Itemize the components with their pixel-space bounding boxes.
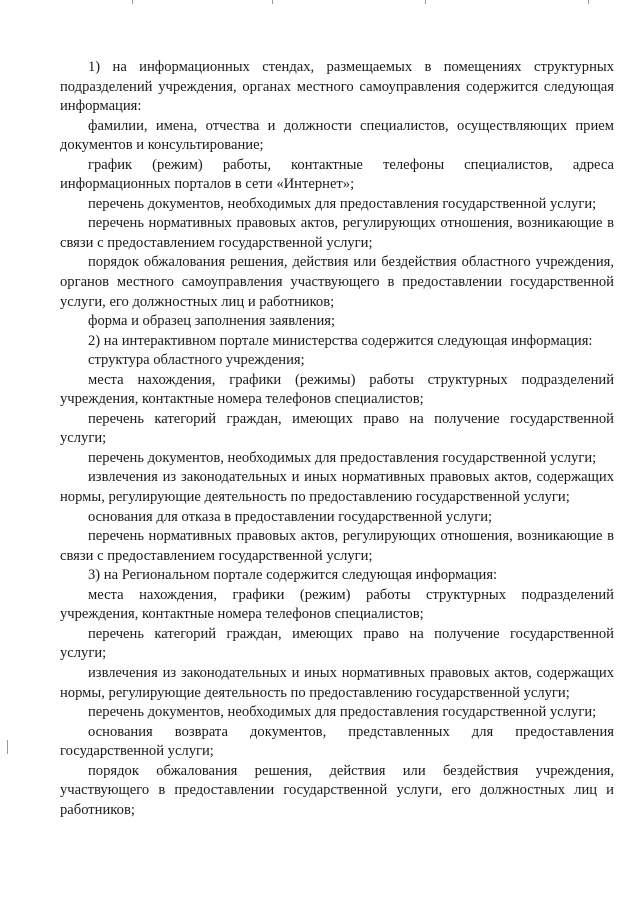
paragraph: перечень нормативных правовых актов, регулирующих отношения, возникающие в связи с предоставлением государственной услуги; <box>60 215 614 251</box>
body-text <box>60 58 614 820</box>
paragraph: основания возврата документов, представленных для предоставления государственной услуги; <box>60 723 614 760</box>
paragraph: перечень документов, необходимых для предоставления государственной услуги; <box>88 704 597 721</box>
paragraph: график (режим) работы, контактные телефоны специалистов, адреса информационных порталов в сети «Интернет»; <box>60 156 614 193</box>
scan-artifact-top-1 <box>132 0 133 4</box>
paragraph: перечень документов, необходимых для предоставления государственной услуги; <box>88 195 597 212</box>
paragraph: 2) на интерактивном портале министерства содержится следующая информация: <box>88 332 593 349</box>
paragraph: перечень нормативных правовых актов, регулирующих отношения, возникающие в связи с предоставлением государственной услуги; <box>60 528 614 564</box>
paragraph: места нахождения, графики (режим) работы структурных подразделений учреждения, контактные номера телефонов специалистов; <box>60 586 614 623</box>
paragraph: 1) на информационных стендах, размещаемых в помещениях структурных подразделений учреждения, органах местного самоуправления содержится следующая информация: <box>60 59 614 115</box>
scan-artifact-left <box>7 740 8 754</box>
paragraph: извлечения из законодательных и иных нормативных правовых актов, содержащих нормы, регулирующие деятельность по предоставлению государственной услуги; <box>60 664 614 701</box>
paragraph: перечень категорий граждан, имеющих право на получение государственной услуги; <box>60 410 614 447</box>
scan-artifact-top-3 <box>425 0 426 4</box>
paragraph: порядок обжалования решения, действия или бездействия учреждения, участвующего в предоставлении государственной услуги, его должностных лиц и работников; <box>60 762 614 818</box>
paragraph: перечень документов, необходимых для предоставления государственной услуги; <box>88 449 597 466</box>
paragraph: перечень категорий граждан, имеющих право на получение государственной услуги; <box>60 625 614 662</box>
paragraph: извлечения из законодательных и иных нормативных правовых актов, содержащих нормы, регулирующие деятельность по предоставлению государственной услуги; <box>60 469 614 506</box>
paragraph: порядок обжалования решения, действия или бездействия областного учреждения, органов местного самоуправления участвующего в предоставлении государственной услуги, его должностных лиц и работников; <box>60 254 614 310</box>
scan-artifact-top-4 <box>588 0 589 4</box>
scan-artifact-top-2 <box>272 0 273 4</box>
paragraph: основания для отказа в предоставлении государственной услуги; <box>88 508 493 525</box>
paragraph: форма и образец заполнения заявления; <box>88 313 336 330</box>
paragraph: 3) на Региональном портале содержится следующая информация: <box>88 567 498 584</box>
paragraph: места нахождения, графики (режимы) работы структурных подразделений учреждения, контактные номера телефонов специалистов; <box>60 371 614 408</box>
paragraph: фамилии, имена, отчества и должности специалистов, осуществляющих прием документов и консультирование; <box>60 117 614 154</box>
paragraph: структура областного учреждения; <box>88 352 305 369</box>
